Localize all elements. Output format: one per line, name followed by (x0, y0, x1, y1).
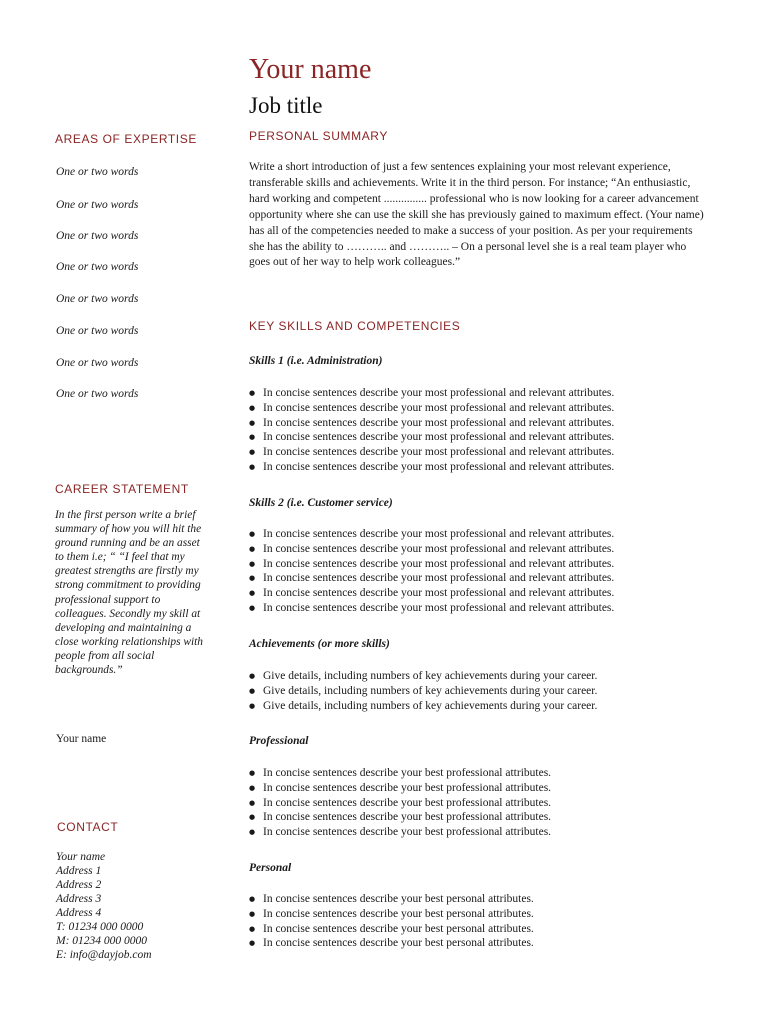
list-item: ● In concise sentences describe your most professional and relevant attributes. (249, 586, 614, 601)
contact-phone: T: 01234 000 0000 (56, 921, 144, 933)
professional-list (249, 766, 551, 840)
list-item: ● In concise sentences describe your most professional and relevant attributes. (249, 542, 614, 557)
contact-line: Address 2 (56, 879, 102, 891)
list-item: ● In concise sentences describe your most professional and relevant attributes. (249, 445, 614, 460)
summary-heading: PERSONAL SUMMARY (249, 129, 388, 143)
skills1-title: Skills 1 (i.e. Administration) (249, 355, 383, 367)
list-item: ● In concise sentences describe your best personal attributes. (249, 922, 534, 937)
career-statement: In the first person write a brief summary of how you will hit the ground running and be an asset to them i.e; “ “I feel that my greatest strengths are firstly my strong commitment to providing professional support to colleagues. Secondly my skill at developing and maintaining a close working relationships with people from all social backgrounds.” (55, 509, 203, 677)
achievements-list (249, 669, 597, 713)
list-item: ● Give details, including numbers of key achievements during your career. (249, 684, 597, 699)
personal-title: Personal (249, 862, 292, 874)
list-item: ● Give details, including numbers of key achievements during your career. (249, 669, 597, 684)
list-item: ● In concise sentences describe your most professional and relevant attributes. (249, 527, 614, 542)
career-signature: Your name (56, 733, 107, 745)
list-item: ● In concise sentences describe your most professional and relevant attributes. (249, 557, 614, 572)
contact-line: Address 1 (56, 865, 102, 877)
career-heading: CAREER STATEMENT (55, 482, 189, 496)
list-item: ● In concise sentences describe your most professional and relevant attributes. (249, 416, 614, 431)
list-item: ● In concise sentences describe your most professional and relevant attributes. (249, 430, 614, 445)
list-item: ● In concise sentences describe your best professional attributes. (249, 810, 551, 825)
list-item: ● In concise sentences describe your most professional and relevant attributes. (249, 571, 614, 586)
list-item: ● In concise sentences describe your most professional and relevant attributes. (249, 401, 614, 416)
list-item: ● In concise sentences describe your most professional and relevant attributes. (249, 601, 614, 616)
list-item: ● In concise sentences describe your best professional attributes. (249, 796, 551, 811)
contact-line: Your name (56, 851, 106, 863)
skills2-title: Skills 2 (i.e. Customer service) (249, 497, 393, 509)
contact-mobile: M: 01234 000 0000 (56, 935, 148, 947)
list-item: ● Give details, including numbers of key achievements during your career. (249, 699, 597, 714)
list-item: ● In concise sentences describe your best personal attributes. (249, 936, 534, 951)
expertise-item: One or two words (56, 261, 139, 273)
expertise-item: One or two words (56, 293, 139, 305)
skills2-list (249, 527, 614, 616)
personal-list (249, 892, 534, 951)
list-item: ● In concise sentences describe your most professional and relevant attributes. (249, 460, 614, 475)
contact-line: Address 3 (56, 893, 102, 905)
contact-heading: CONTACT (57, 820, 119, 834)
list-item: ● In concise sentences describe your best personal attributes. (249, 892, 534, 907)
achievements-title: Achievements (or more skills) (249, 638, 390, 650)
professional-title: Professional (249, 735, 309, 747)
job-title: Job title (249, 93, 323, 118)
expertise-item: One or two words (56, 388, 139, 400)
expertise-item: One or two words (56, 325, 139, 337)
expertise-heading: AREAS OF EXPERTISE (55, 132, 197, 146)
list-item: ● In concise sentences describe your best professional attributes. (249, 766, 551, 781)
contact-email: E: info@dayjob.com (56, 949, 152, 961)
contact-details (56, 850, 152, 962)
summary-text: Write a short introduction of just a few sentences explaining your most relevant experience, transferable skills and achievements. Write it in the third person. For instance; “An enthusiastic, hard working and competent ............... professional who is now looking for a career advancement opportunity where she can use the skill she has previously gained to maximum effect. (Your name) has all of the competencies needed to make a success of your position. As per your requirements she has the ability to ……….. and ……….. – On a personal level she is a real team player who goes out of her way to help work colleagues.” (249, 161, 704, 269)
list-item: ● In concise sentences describe your most professional and relevant attributes. (249, 386, 614, 401)
expertise-item: One or two words (56, 199, 139, 211)
list-item: ● In concise sentences describe your best professional attributes. (249, 825, 551, 840)
expertise-item: One or two words (56, 230, 139, 242)
skills-heading: KEY SKILLS AND COMPETENCIES (249, 319, 461, 333)
list-item: ● In concise sentences describe your best personal attributes. (249, 907, 534, 922)
skills1-list (249, 386, 614, 475)
contact-line: Address 4 (56, 907, 102, 919)
list-item: ● In concise sentences describe your best professional attributes. (249, 781, 551, 796)
resume-name: Your name (249, 54, 372, 85)
expertise-item: One or two words (56, 166, 139, 178)
expertise-item: One or two words (56, 357, 139, 369)
